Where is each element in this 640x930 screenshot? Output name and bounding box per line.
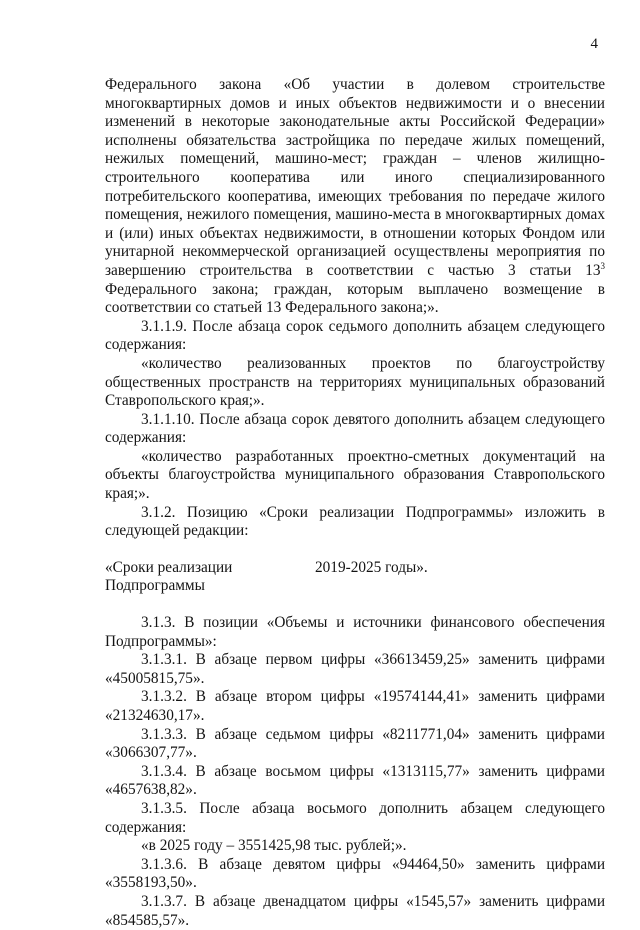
- paragraph-3-1-3-2: 3.1.3.2. В абзаце втором цифры «19574144,41» заменить цифрами «21324630,17».: [105, 688, 605, 724]
- paragraph-3-1-3: 3.1.3. В позиции «Объемы и источники финансового обеспечения Подпрограммы»:: [105, 614, 605, 650]
- quote-3-1-1-9: «количество реализованных проектов по благоустройству общественных пространств на территориях муниципальных образований Ставропольского края;».: [105, 354, 605, 410]
- intro-paragraph: [105, 76, 605, 318]
- paragraph-3-1-3-6: 3.1.3.6. В абзаце девятом цифры «94464,50» заменить цифрами «3558193,50».: [105, 855, 605, 892]
- paragraph-3-1-3-4: 3.1.3.4. В абзаце восьмом цифры «1313115,77» заменить цифрами «4657638,82».: [105, 762, 605, 799]
- paragraph-3-1-3-7: 3.1.3.7. В абзаце двенадцатом цифры «1545,57» заменить цифрами «854585,57».: [105, 892, 605, 929]
- spacer: [105, 541, 605, 559]
- page-number: 4: [590, 36, 598, 52]
- paragraph-3-1-1-9: 3.1.1.9. После абзаца сорок седьмого дополнить абзацем следующего содержания:: [105, 317, 605, 354]
- superscript-3: 3: [600, 260, 605, 271]
- paragraph-3-1-2: 3.1.2. Позицию «Сроки реализации Подпрограммы» изложить в следующей редакции:: [105, 503, 605, 540]
- term-value: 2019-2025 годы».: [315, 558, 428, 576]
- document-body: [105, 76, 605, 930]
- paragraph-3-1-3-1: 3.1.3.1. В абзаце первом цифры «36613459,25» заменить цифрами «45005815,75».: [105, 651, 605, 687]
- paragraph-3-1-1-10: 3.1.1.10. После абзаца сорок девятого дополнить абзацем следующего содержания:: [105, 410, 605, 447]
- paragraph-3-1-3-3: 3.1.3.3. В абзаце седьмом цифры «8211771,04» заменить цифрами «3066307,77».: [105, 725, 605, 762]
- term-label: «Сроки реализации Подпрограммы: [105, 558, 233, 595]
- intro-text-part-1: Федерального закона «Об участии в долевом строительстве многоквартирных домов и иных объектов недвижимости и о внесении изменений в некоторые законодательные акты Российской Федерации» исполнены обязательства застройщика по передаче жилых помещений, нежилых помещений, машино-мест; граждан – членов жилищно-строительного кооператива или иного специализированного потребительского кооператива, имеющих требования по передаче жилого помещения, нежилого помещения, машино-места в многоквартирных домах и (или) иных объектах недвижимости, в отношении которых Фондом или унитарной некоммерческой организацией осуществлены мероприятия по завершению строительства в соответствии с частью 3 статьи 13: [105, 76, 605, 279]
- quote-3-1-3-5: «в 2025 году – 3551425,98 тыс. рублей;».: [141, 837, 407, 855]
- intro-text-part-2: Федерального закона; граждан, которым выплачено возмещение в соответствии со статьей 13 Федерального закона;».: [105, 280, 605, 317]
- quote-3-1-1-10: «количество разработанных проектно-сметных документаций на объекты благоустройства муниципального образования Ставропольского края;».: [105, 447, 605, 503]
- paragraph-3-1-3-5: 3.1.3.5. После абзаца восьмого дополнить абзацем следующего содержания:: [105, 799, 605, 836]
- term-block: [105, 559, 605, 596]
- spacer: [105, 596, 605, 614]
